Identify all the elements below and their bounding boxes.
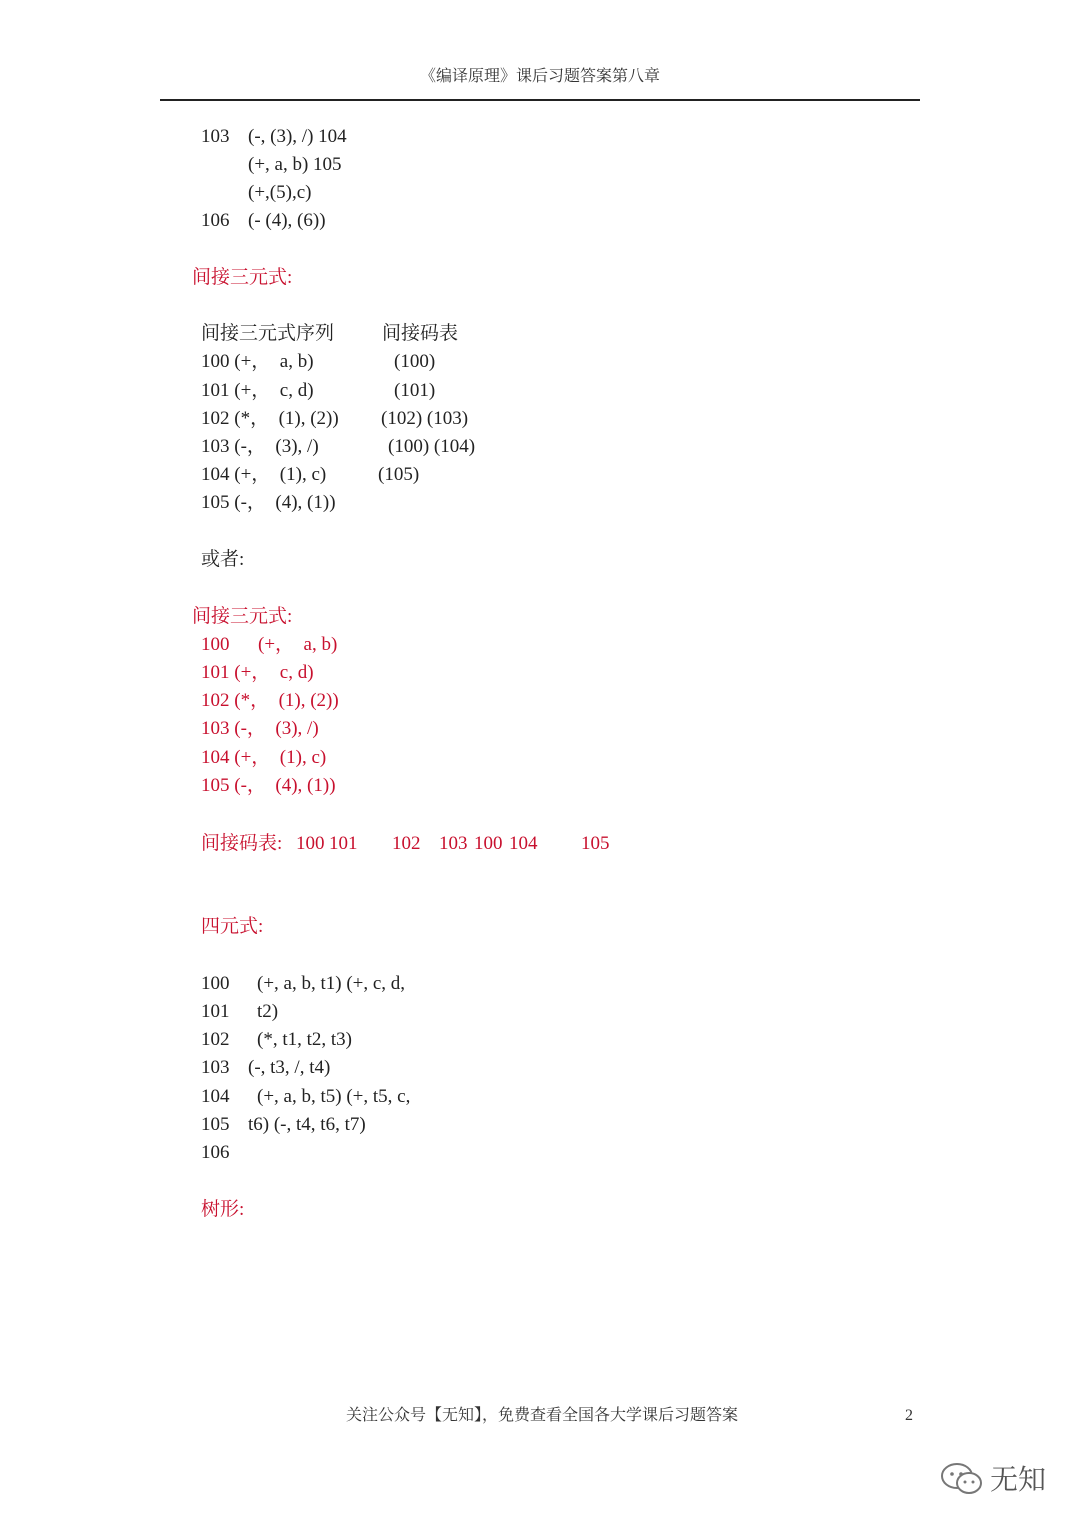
indirect-code-value: 100 bbox=[296, 833, 325, 854]
quadruple-heading: 四元式: bbox=[201, 916, 264, 937]
indirect-alt-row: 105 (-， (4), (1)) bbox=[201, 775, 336, 796]
quadruple-num: 100 bbox=[201, 973, 230, 994]
triple-expr: (+,(5),c) bbox=[248, 182, 312, 203]
watermark-text: 无知 bbox=[990, 1463, 1047, 1496]
triple-expr: (+, a, b) 105 bbox=[248, 154, 342, 175]
indirect-seq-column-header: 间接三元式序列 bbox=[201, 323, 335, 344]
quadruple-expr: t6) (-, t4, t6, t7) bbox=[248, 1114, 366, 1135]
indirect-code-row: (105) bbox=[378, 464, 420, 485]
quadruple-expr: (-, t3, /, t4) bbox=[248, 1057, 331, 1078]
indirect-code-row: (102) (103) bbox=[381, 408, 469, 429]
quadruple-num: 106 bbox=[201, 1142, 230, 1163]
quadruple-expr: (*, t1, t2, t3) bbox=[257, 1029, 352, 1050]
indirect-code-column-header: 间接码表 bbox=[382, 323, 459, 344]
triple-expr: (- (4), (6)) bbox=[248, 210, 326, 231]
indirect-code-value: 105 bbox=[581, 833, 610, 854]
indirect-alt-row: 101 (+， c, d) bbox=[201, 662, 314, 683]
quadruple-expr: t2) bbox=[257, 1001, 279, 1022]
indirect-triple-heading-alt: 间接三元式: bbox=[192, 606, 293, 627]
triple-num: 106 bbox=[201, 210, 230, 231]
indirect-code-value: 102 bbox=[392, 833, 421, 854]
indirect-seq-row: 103 (-， (3), /) bbox=[201, 436, 319, 457]
indirect-alt-row: 104 (+， (1), c) bbox=[201, 747, 327, 768]
indirect-seq-row: 102 (*， (1), (2)) bbox=[201, 408, 339, 429]
indirect-code-value: 103 bbox=[439, 833, 468, 854]
indirect-alt-row: 102 (*， (1), (2)) bbox=[201, 690, 339, 711]
indirect-code-row: (100) bbox=[394, 351, 436, 372]
indirect-alt-row: 103 (-， (3), /) bbox=[201, 718, 319, 739]
indirect-triple-heading: 间接三元式: bbox=[192, 267, 293, 288]
quadruple-num: 104 bbox=[201, 1086, 230, 1107]
header-rule bbox=[160, 99, 920, 101]
indirect-code-value: 101 bbox=[329, 833, 358, 854]
page-number: 2 bbox=[905, 1407, 913, 1424]
quadruple-num: 105 bbox=[201, 1114, 230, 1135]
tree-heading: 树形: bbox=[201, 1199, 245, 1220]
indirect-code-value: 104 bbox=[509, 833, 538, 854]
indirect-seq-row: 104 (+， (1), c) bbox=[201, 464, 327, 485]
indirect-alt-row: 100 (+， a, b) bbox=[201, 634, 338, 655]
indirect-code-row: (100) (104) bbox=[388, 436, 476, 457]
wechat-icon bbox=[940, 1461, 986, 1497]
indirect-seq-row: 101 (+， c, d) bbox=[201, 380, 314, 401]
footer-note: 关注公众号【无知】，免费查看全国各大学课后习题答案 bbox=[346, 1407, 739, 1424]
indirect-seq-row: 100 (+， a, b) bbox=[201, 351, 314, 372]
quadruple-num: 101 bbox=[201, 1001, 230, 1022]
indirect-seq-row: 105 (-， (4), (1)) bbox=[201, 492, 336, 513]
quadruple-expr: (+, a, b, t1) (+, c, d, bbox=[257, 973, 406, 994]
indirect-code-row: (101) bbox=[394, 380, 436, 401]
triple-num: 103 bbox=[201, 126, 230, 147]
or-label: 或者: bbox=[201, 549, 245, 570]
page-header-title: 《编译原理》课后习题答案第八章 bbox=[419, 68, 660, 85]
triple-expr: (-, (3), /) 104 bbox=[248, 126, 347, 147]
quadruple-num: 102 bbox=[201, 1029, 230, 1050]
quadruple-expr: (+, a, b, t5) (+, t5, c, bbox=[257, 1086, 411, 1107]
quadruple-num: 103 bbox=[201, 1057, 230, 1078]
indirect-code-value: 100 bbox=[474, 833, 503, 854]
indirect-code-table-label: 间接码表: bbox=[201, 833, 283, 854]
